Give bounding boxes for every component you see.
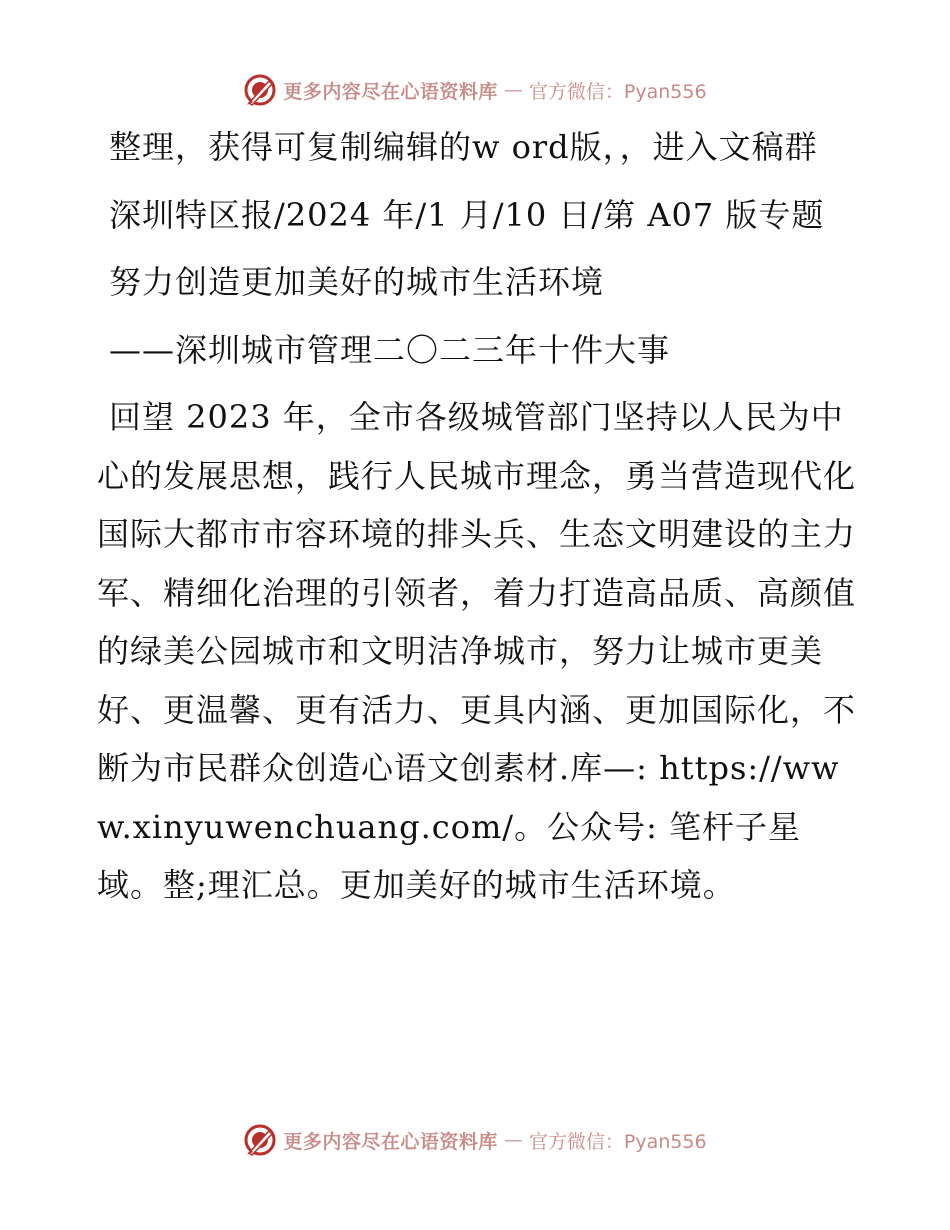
banner-wechat-id: 官方微信：Pyan556 <box>528 1130 707 1153</box>
header-banner <box>0 70 950 110</box>
article-subtitle: ——深圳城市管理二〇二三年十件大事 <box>109 330 671 369</box>
body-paragraph: 回望 2023 年，全市各级城管部门坚持以人民为中心的发展思想，践行人民城市理念，勇当营造现代化国际大都市市容环境的排头兵、生态文明建设的主力军、精细化治理的引领者，着力打造高品质、高颜值的绿美公园城市和文明洁净城市，努力让城市更美好、更温馨、更有活力、更具内涵、更加国际化，不断为市民群众创造心语文创素材.库—: https://www.xinyuwenchuang.com/。公众号: 笔杆子星域。整;理汇总。更加美好的城市生活环境。 <box>97 398 857 904</box>
footer-banner-inner <box>243 1123 706 1157</box>
banner-separator: — <box>503 1129 523 1151</box>
banner-title: 更多内容尽在心语资料库 <box>283 1130 498 1153</box>
header-banner-inner <box>243 73 706 107</box>
pen-logo-icon <box>243 73 277 107</box>
banner-title: 更多内容尽在心语资料库 <box>283 80 498 103</box>
footer-banner <box>0 1120 950 1160</box>
banner-wechat-id: 官方微信：Pyan556 <box>528 80 707 103</box>
intro-paragraph: 整理，获得可复制编辑的w ord版，，进入文稿群 <box>109 128 818 166</box>
banner-separator: — <box>503 79 523 101</box>
source-line: 深圳特区报/2024 年/1 月/10 日/第 A07 版专题 <box>109 195 825 234</box>
pen-logo-icon <box>243 1123 277 1157</box>
document-body <box>97 118 857 915</box>
article-title: 努力创造更加美好的城市生活环境 <box>109 263 605 301</box>
